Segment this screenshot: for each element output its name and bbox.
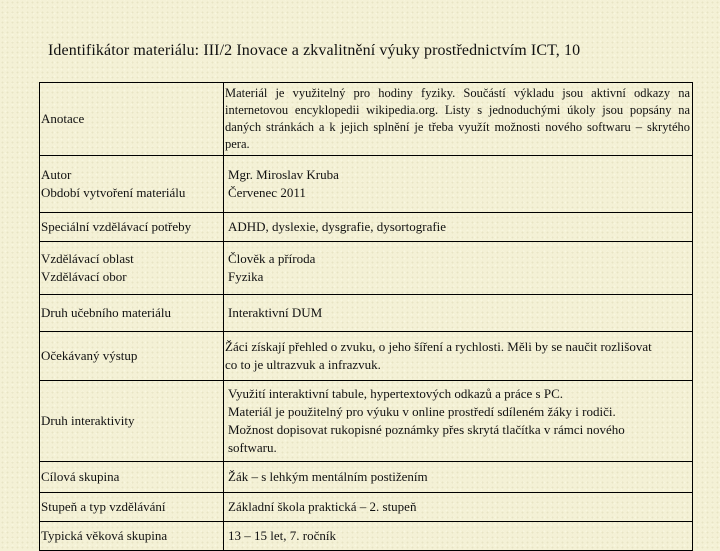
value-line: Mgr. Miroslav Kruba (228, 167, 339, 182)
table-row (40, 381, 693, 462)
label-line: Očekávaný výstup (41, 348, 138, 363)
label-line: Cílová skupina (41, 469, 120, 484)
table-row (40, 242, 693, 295)
value-line: Červenec 2011 (228, 185, 306, 200)
label-line: Stupeň a typ vzdělávání (41, 499, 166, 514)
label-line: Speciální vzdělávací potřeby (41, 219, 192, 234)
row-label (40, 83, 224, 156)
row-value (224, 213, 693, 242)
value-line: Základní škola praktická – 2. stupeň (228, 499, 417, 514)
page-title: Identifikátor materiálu: III/2 Inovace a zkvalitnění výuky prostřednictvím ICT, 10 (48, 42, 581, 59)
metadata-table (39, 82, 693, 551)
row-value (224, 83, 693, 156)
value-line: Materiál je použitelný pro výuku v online prostředí sdíleném žáky i rodiči. (228, 404, 616, 419)
row-value (224, 156, 693, 213)
value-line: Žák – s lehkým mentálním postižením (228, 469, 428, 484)
value-line: Fyzika (228, 269, 264, 284)
row-label (40, 462, 224, 493)
row-label (40, 381, 224, 462)
row-label (40, 522, 224, 551)
row-label (40, 242, 224, 295)
row-label (40, 493, 224, 522)
label-line: Druh interaktivity (41, 413, 135, 428)
label-line: Vzdělávací obor (41, 269, 127, 284)
table-row (40, 522, 693, 551)
row-label (40, 213, 224, 242)
label-line: Anotace (41, 111, 85, 126)
row-value (224, 522, 693, 551)
row-value (224, 493, 693, 522)
table-row (40, 156, 693, 213)
row-value (224, 462, 693, 493)
table-row (40, 213, 693, 242)
value-line: Využití interaktivní tabule, hypertextových odkazů a práce s PC. (228, 386, 564, 401)
value-line: softwaru. (228, 440, 277, 455)
table-row (40, 83, 693, 156)
value-line: Žáci získají přehled o zvuku, o jeho šíření a rychlosti. Měli by se naučit rozlišovat (225, 339, 652, 354)
row-label (40, 295, 224, 332)
table-row (40, 295, 693, 332)
value-line: 13 – 15 let, 7. ročník (228, 528, 336, 543)
value-line: Interaktivní DUM (228, 305, 323, 320)
table-row (40, 332, 693, 381)
value-line: co to je ultrazvuk a infrazvuk. (225, 357, 381, 372)
table-row (40, 462, 693, 493)
row-value (224, 381, 693, 462)
row-value (224, 295, 693, 332)
label-line: Období vytvoření materiálu (41, 185, 186, 200)
label-line: Druh učebního materiálu (41, 305, 171, 320)
value-line: Člověk a příroda (228, 251, 316, 266)
row-label (40, 156, 224, 213)
label-line: Vzdělávací oblast (41, 251, 134, 266)
row-value (224, 242, 693, 295)
table-row (40, 493, 693, 522)
row-value (224, 332, 693, 381)
value-line: ADHD, dyslexie, dysgrafie, dysortografie (228, 219, 447, 234)
label-line: Typická věková skupina (41, 528, 168, 543)
label-line: Autor (41, 167, 72, 182)
value-line: Možnost dopisovat rukopisné poznámky přes skrytá tlačítka v rámci nového (228, 422, 625, 437)
row-label (40, 332, 224, 381)
value-text: Materiál je využitelný pro hodiny fyziky. Součástí výkladu jsou aktivní odkazy na internetovou encyklopedii wikipedia.org. Listy s jednoduchými úkoly jsou popsány na daných stránkách a k jejich splnění je třeba využít možnosti nového softwaru – skrytého pera. (225, 86, 690, 151)
